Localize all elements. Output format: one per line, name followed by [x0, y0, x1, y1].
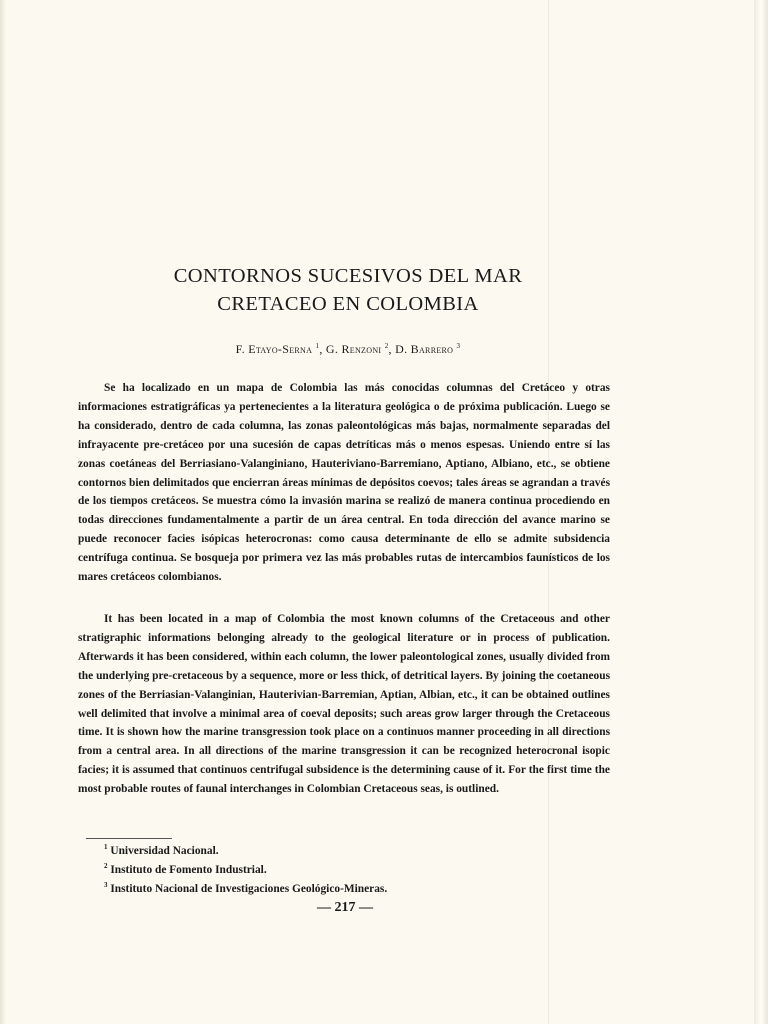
footnote-text: Universidad Nacional. — [110, 844, 219, 857]
author-affiliation-mark: 2 — [384, 342, 389, 350]
author-affiliation-mark: 1 — [315, 342, 320, 350]
abstract-english — [78, 610, 610, 799]
page-number: — 217 — — [317, 900, 373, 915]
author-name: D. Barrero — [395, 342, 454, 356]
abstract-spanish-text: Se ha localizado en un mapa de Colombia las más conocidas columnas del Cretáceo y otras informaciones estratigráficas ya pertenecientes a la literatura geológica o de próxima publicación. Luego se ha considerado, dentro de cada columna, las zonas paleontológicas más bajas, normalmente separadas del infrayacente pre-cretáceo por una sucesión de capas detríticas más o menos espesas. Uniendo entre sí las zonas coetáneas del Berriasiano-Valanginiano, Hauteriviano-Barremiano, Aptiano, Albiano, etc., se obtiene contornos bien delimitados que encierran áreas mínimas de depósitos coevos; tales áreas se agrandan a través de los tiempos cretáceos. Se muestra cómo la invasión marina se realizó de manera continua procediendo en todas direcciones fundamentalmente a partir de un área central. En toda dirección del avance marino se puede reconocer facies isópicas heterocronas: como causa determinante de ello se admite subsidencia centrífuga continua. Se bosqueja por primera vez las más probables rutas de intercambios faunísticos de los mares cretáceos colombianos. — [78, 382, 610, 584]
footnote — [104, 878, 387, 897]
author-name: G. Renzoni — [325, 342, 382, 356]
footnotes — [104, 840, 387, 896]
author-line: F. Etayo-Serna $^1$, G. Renzoni $^2$, D. Barrero $^3$ — [235, 342, 461, 356]
page-edge-left — [0, 0, 6, 1024]
footnote-divider — [86, 838, 172, 839]
footnote — [104, 840, 387, 859]
footnote-mark: 3 — [104, 880, 108, 889]
footnote-mark: 2 — [104, 861, 108, 870]
footnote — [104, 859, 387, 878]
abstract-spanish — [78, 379, 610, 587]
title-line-2: CRETACEO EN COLOMBIA — [217, 293, 479, 315]
footnote-text: Instituto de Fomento Industrial. — [110, 863, 267, 876]
abstract-english-text: It has been located in a map of Colombia the most known columns of the Cretaceous and other stratigraphic informations belonging already to the geological literature or in process of publication. Afterwards it has been considered, within each column, the lower paleontological zones, usually divided from the underlying pre-cretaceous by a sequence, more or less thick, of detritical layers. By joining the coetaneous zones of the Berriasian-Valanginian, Hauterivian-Barremian, Aptian, Albian, etc., it can be obtained outlines well delimited that involve a minimal area of coeval deposits; such areas grow larger through the Cretaceous time. It is shown how the marine transgression took place on a continuos manner proceeding in all directions from a central area. In all directions of the marine transgression it can be recognized heterocronal isopic facies; it is assumed that continuos centrifugal subsidence is the determining cause of it. For the first time the most probable routes of faunal interchanges in Colombian Cretaceous seas, is outlined. — [78, 613, 610, 796]
footnote-text: Instituto Nacional de Investigaciones Geológico-Mineras. — [110, 882, 388, 895]
footnote-mark: 1 — [104, 843, 108, 851]
page-edge-right — [754, 0, 768, 1024]
article-title — [108, 262, 588, 318]
author-name: F. Etayo-Serna — [235, 342, 313, 356]
title-line-1: CONTORNOS SUCESIVOS DEL MAR — [173, 265, 523, 287]
author-affiliation-mark: 3 — [456, 342, 461, 350]
